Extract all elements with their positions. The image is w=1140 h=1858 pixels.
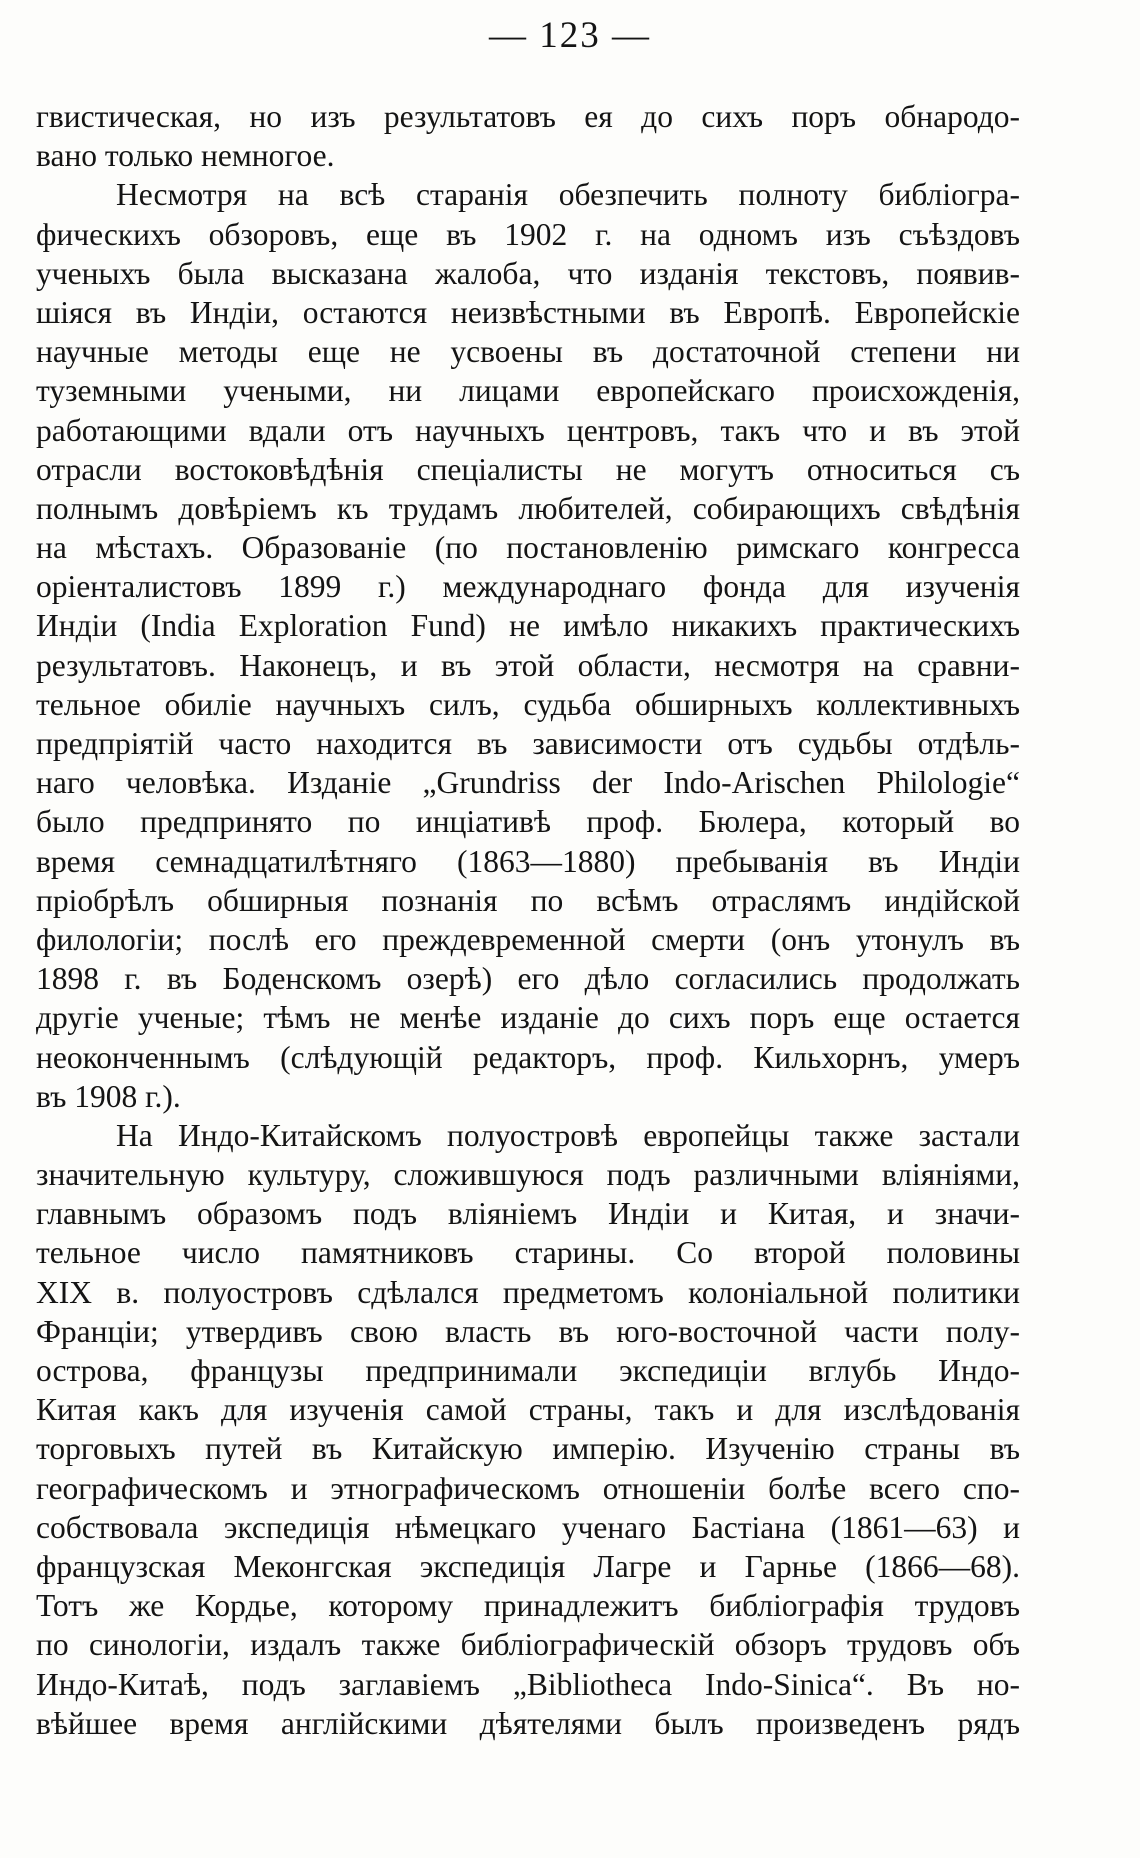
text-line: неоконченнымъ (слѣдующій редакторъ, проф. Кильхорнъ, умеръ bbox=[36, 1039, 1020, 1075]
text-line: Индо-Китаѣ, подъ заглавіемъ „Bibliotheca Indo-Sinica“. Въ но- bbox=[36, 1666, 1020, 1702]
text-line: оріенталистовъ 1899 г.) международнаго фонда для изученія bbox=[36, 569, 1020, 605]
text-line: туземными учеными, ни лицами европейскаго происхожденія, bbox=[36, 373, 1020, 409]
text-line: Китая какъ для изученія самой страны, такъ и для изслѣдованія bbox=[36, 1392, 1020, 1428]
text-line: острова, французы предпринимали экспедиціи вглубь Индо- bbox=[36, 1353, 1020, 1388]
text-line: филологіи; послѣ его преждевременной смерти (онъ утонулъ въ bbox=[36, 921, 1020, 957]
text-line: наго человѣка. Изданіе „Grundriss der Indo-Arischen Philologie“ bbox=[36, 765, 1020, 801]
text-line: было предпринято по инціативѣ проф. Бюлера, который во bbox=[36, 804, 1020, 840]
text-line: другіе ученые; тѣмъ не менѣе изданіе до сихъ поръ еще остается bbox=[36, 1000, 1020, 1036]
text-line: ученыхъ была высказана жалоба, что изданія текстовъ, появив- bbox=[36, 255, 1020, 291]
page-number: — 123 — bbox=[489, 15, 651, 56]
paragraph bbox=[36, 97, 1020, 175]
text-line: собствовала экспедиція нѣмецкаго ученаго Бастіана (1861—63) и bbox=[36, 1509, 1020, 1545]
text-line: полнымъ довѣріемъ къ трудамъ любителей, собирающихъ свѣдѣнія bbox=[36, 490, 1020, 526]
text-line: главнымъ образомъ подъ вліяніемъ Индіи и Китая, и значи- bbox=[36, 1196, 1020, 1232]
text-line: отрасли востоковѣдѣнія спеціалисты не могутъ относиться съ bbox=[36, 451, 1020, 487]
text-line: время семнадцатилѣтняго (1863—1880) пребыванія въ Индіи bbox=[36, 843, 1020, 879]
text-line: пріобрѣлъ обширныя познанія по всѣмъ отраслямъ индійской bbox=[36, 882, 1020, 918]
text-line: Индіи (India Exploration Fund) не имѣло никакихъ практическихъ bbox=[36, 608, 1020, 644]
text-line: XIX в. полуостровъ сдѣлался предметомъ колоніальной политики bbox=[36, 1274, 1020, 1310]
text-line: географическомъ и этнографическомъ отношеніи болѣе всего спо- bbox=[36, 1470, 1020, 1506]
text-line: по синологіи, издалъ также библіографическій обзоръ трудовъ объ bbox=[36, 1627, 1020, 1663]
text-line: 1898 г. въ Боденскомъ озерѣ) его дѣло согласились продолжать bbox=[36, 961, 1020, 997]
text-line: Тотъ же Кордье, которому принадлежитъ библіографія трудовъ bbox=[36, 1588, 1020, 1624]
text-line: французская Меконгская экспедиція Лагре и Гарнье (1866—68). bbox=[36, 1548, 1020, 1584]
paragraph bbox=[36, 1116, 1020, 1743]
text-line: Франціи; утвердивъ свою власть въ юго-восточной части полу- bbox=[36, 1313, 1020, 1349]
text-line: Несмотря на всѣ старанія обезпечить полноту библіогра- bbox=[116, 177, 1020, 213]
text-line: вѣйшее время англійскими дѣятелями былъ произведенъ рядъ bbox=[36, 1705, 1020, 1741]
text-line: фическихъ обзоровъ, еще въ 1902 г. на одномъ изъ съѣздовъ bbox=[36, 216, 1020, 252]
text-line: шіяся въ Индіи, остаются неизвѣстными въ Европѣ. Европейскіе bbox=[36, 294, 1020, 330]
text-line: значительную культуру, сложившуюся подъ различными вліяніями, bbox=[36, 1157, 1020, 1193]
text-line: результатовъ. Наконецъ, и въ этой области, несмотря на сравни- bbox=[36, 647, 1020, 683]
text-line: гвистическая, но изъ результатовъ ея до сихъ поръ обнародо- bbox=[36, 99, 1020, 134]
text-line: На Индо-Китайскомъ полуостровѣ европейцы также застали bbox=[116, 1117, 1020, 1153]
text-line: научные методы еще не усвоены въ достаточной степени ни bbox=[36, 334, 1020, 370]
text-line: на мѣстахъ. Образованіе (по постановленію римскаго конгресса bbox=[36, 530, 1020, 566]
text-line: вано только немногое. bbox=[36, 138, 335, 174]
text-line: тельное обиліе научныхъ силъ, судьба обширныхъ коллективныхъ bbox=[36, 686, 1020, 722]
body-text bbox=[36, 97, 1020, 1743]
text-line: торговыхъ путей въ Китайскую имперію. Изученію страны въ bbox=[36, 1431, 1020, 1467]
text-line: тельное число памятниковъ старины. Со второй половины bbox=[36, 1235, 1020, 1271]
text-line: въ 1908 г.). bbox=[36, 1078, 181, 1114]
text-line: работающими вдали отъ научныхъ центровъ, такъ что и въ этой bbox=[36, 412, 1020, 448]
paragraph bbox=[36, 175, 1020, 1116]
text-line: предпріятій часто находится въ зависимости отъ судьбы отдѣль- bbox=[36, 726, 1020, 761]
